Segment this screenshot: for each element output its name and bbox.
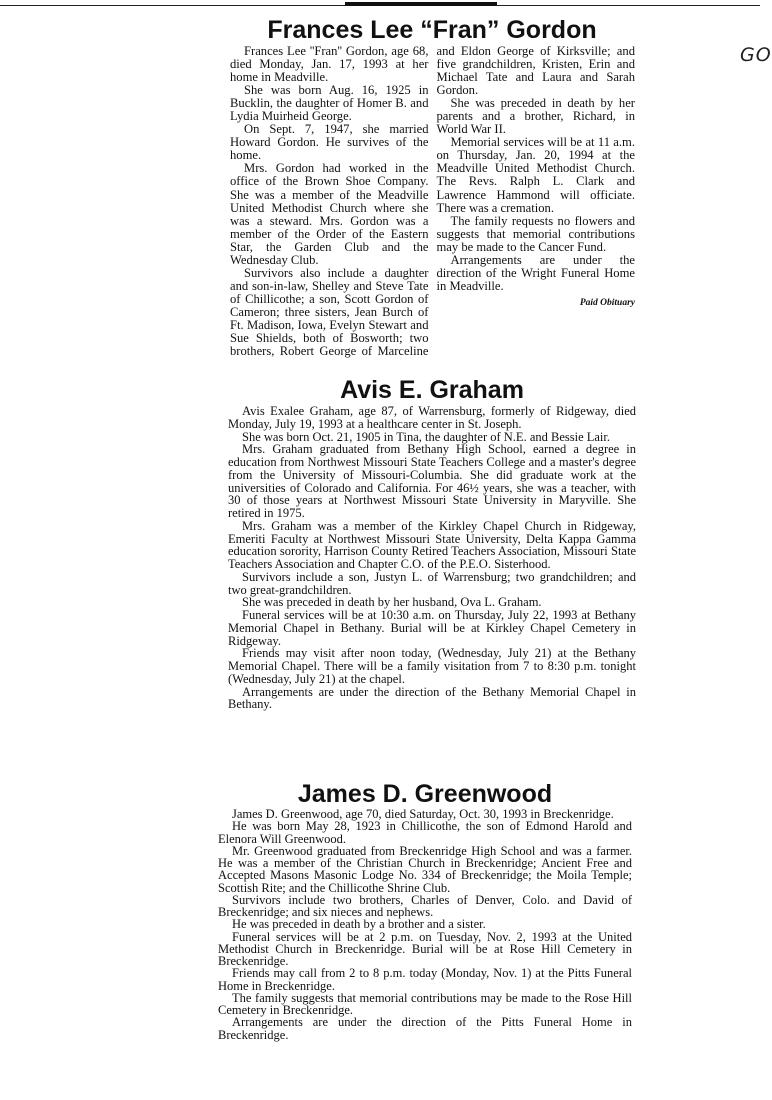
paragraph: Mrs. Graham was a member of the Kirkley Chapel Church in Ridgeway, Emeriti Faculty at Northwest Missouri State University, Delta Kappa Gamma education sorority, Harrison County Retired Teachers Association, Missouri State Teachers Association and Chapter C.O. of the P.E.O. Sisterhood. <box>228 518 636 571</box>
handwritten-annotation: GO <box>740 44 772 66</box>
paragraph: James D. Greenwood, age 70, died Saturday, Oct. 30, 1993 in Breckenridge. <box>232 807 614 821</box>
paragraph: Mr. Greenwood graduated from Breckenridge High School and was a farmer. He was a member of the Christian Church in Breckenridge; Ancient Free and Accepted Masons Masonic Lodge No. 334 of Breckenridge; the Moila Temple; Scottish Rite; and the Chillicothe Shrine Club. <box>218 843 632 895</box>
paragraph: She was preceded in death by her parents and a brother, Richard, in World War II. <box>436 96 635 137</box>
paragraph: Arrangements are under the direction of the Pitts Funeral Home in Breckenridge. <box>218 1015 632 1042</box>
obituary-title-greenwood: James D. Greenwood <box>297 780 553 808</box>
paragraph: The family requests no flowers and suggests that memorial contributions may be made to the Cancer Fund. <box>436 213 635 254</box>
paragraph: He was born May 28, 1923 in Chillicothe, the son of Edmond Harold and Elenora Will Greenwood. <box>218 819 632 846</box>
paragraph: On Sept. 7, 1947, she married Howard Gordon. He survives of the home. <box>230 122 429 163</box>
paragraph: Avis Exalee Graham, age 87, of Warrensburg, formerly of Ridgeway, died Monday, July 19, 1993 at a healthcare center in St. Joseph. <box>228 404 636 431</box>
obituary-body-greenwood <box>218 808 632 1041</box>
paragraph: Survivors include two brothers, Charles of Denver, Colo. and David of Breckenridge; and six nieces and nephews. <box>218 892 632 919</box>
obituary-title-gordon: Frances Lee “Fran” Gordon <box>267 16 597 44</box>
obituary-title-graham: Avis E. Graham <box>340 376 524 404</box>
paid-obituary-label: Paid Obituary <box>579 297 635 308</box>
paragraph: The family suggests that memorial contributions may be made to the Rose Hill Cemetery in Breckenridge. <box>218 990 632 1017</box>
paragraph: Memorial services will be at 11 a.m. on Thursday, Jan. 20, 1994 at the Meadville United Methodist Church. The Revs. Ralph L. Clark and Lawrence Hammond will officiate. There was a cremation. <box>436 135 635 215</box>
obituary-body-graham <box>228 405 636 711</box>
paragraph: Mrs. Gordon had worked in the office of the Brown Shoe Company. She was a member of the Meadville United Methodist Church where she was a steward. Mrs. Gordon was a member of the Order of the Eastern Star, the Garden Club and the Wednesday Club. <box>230 161 429 267</box>
paragraph: Arrangements are under the direction of the Bethany Memorial Chapel in Bethany. <box>228 684 636 712</box>
paragraph: She was born Aug. 16, 1925 in Bucklin, the daughter of Homer B. and Lydia Muirheid George. <box>230 83 429 124</box>
top-rule-bar <box>345 2 497 6</box>
paragraph: He was preceded in death by a brother and a sister. <box>232 917 486 932</box>
paragraph: Funeral services will be at 10:30 a.m. on Thursday, July 22, 1993 at Bethany Memorial Chapel in Bethany. Burial will be at Kirkley Chapel Cemetery in Ridgeway. <box>228 608 636 648</box>
paragraph: Mrs. Graham graduated from Bethany High School, earned a degree in education from Northwest Missouri State Teachers College and a master's degree from the University of Missouri-Columbia. She did graduate work at the universities of Colorado and California. For 46½ years, she was a teacher, with 30 of those years at Northwest Missouri State University in Maryville. She retired in 1975. <box>228 442 636 520</box>
paragraph: Survivors include a son, Justyn L. of Warrensburg; two grandchildren; and two great-grandchildren. <box>228 569 636 597</box>
paragraph: Survivors also include a daughter and son-in-law, Shelley and Steve Tate of Chillicothe; a son, Scott Gordon of Cameron; three sisters, Jean Burch of Ft. Madison, Iowa, Evelyn Stewart and Sue Shields, both of Bosworth; two brothers, Robert George of Marceline and Eldon George of Kirksville; and five grandchildren, Kristen, Erin and Michael Tate and Laura and Sarah Gordon. <box>230 44 635 359</box>
paragraph: Friends may visit after noon today, (Wednesday, July 21) at the Bethany Memorial Chapel. There will be a family visitation from 7 to 8:30 p.m. tonight (Wednesday, July 21) at the chapel. <box>228 646 636 686</box>
paragraph: She was preceded in death by her husband, Ova L. Graham. <box>242 595 542 610</box>
paragraph: She was born Oct. 21, 1905 in Tina, the daughter of N.E. and Bessie Lair. <box>242 429 611 444</box>
paragraph: Frances Lee ''Fran'' Gordon, age 68, died Monday, Jan. 17, 1993 at her home in Meadville. <box>230 44 429 85</box>
paragraph: Arrangements are under the direction of the Wright Funeral Home in Meadville. <box>436 252 635 293</box>
paragraph: Funeral services will be at 2 p.m. on Tuesday, Nov. 2, 1993 at the United Methodist Church in Breckenridge. Burial will be at Rose Hill Cemetery in Breckenridge. <box>218 929 632 968</box>
obituary-body-gordon <box>230 45 635 367</box>
paragraph: Friends may call from 2 to 8 p.m. today (Monday, Nov. 1) at the Pitts Funeral Home in Breckenridge. <box>218 966 632 993</box>
